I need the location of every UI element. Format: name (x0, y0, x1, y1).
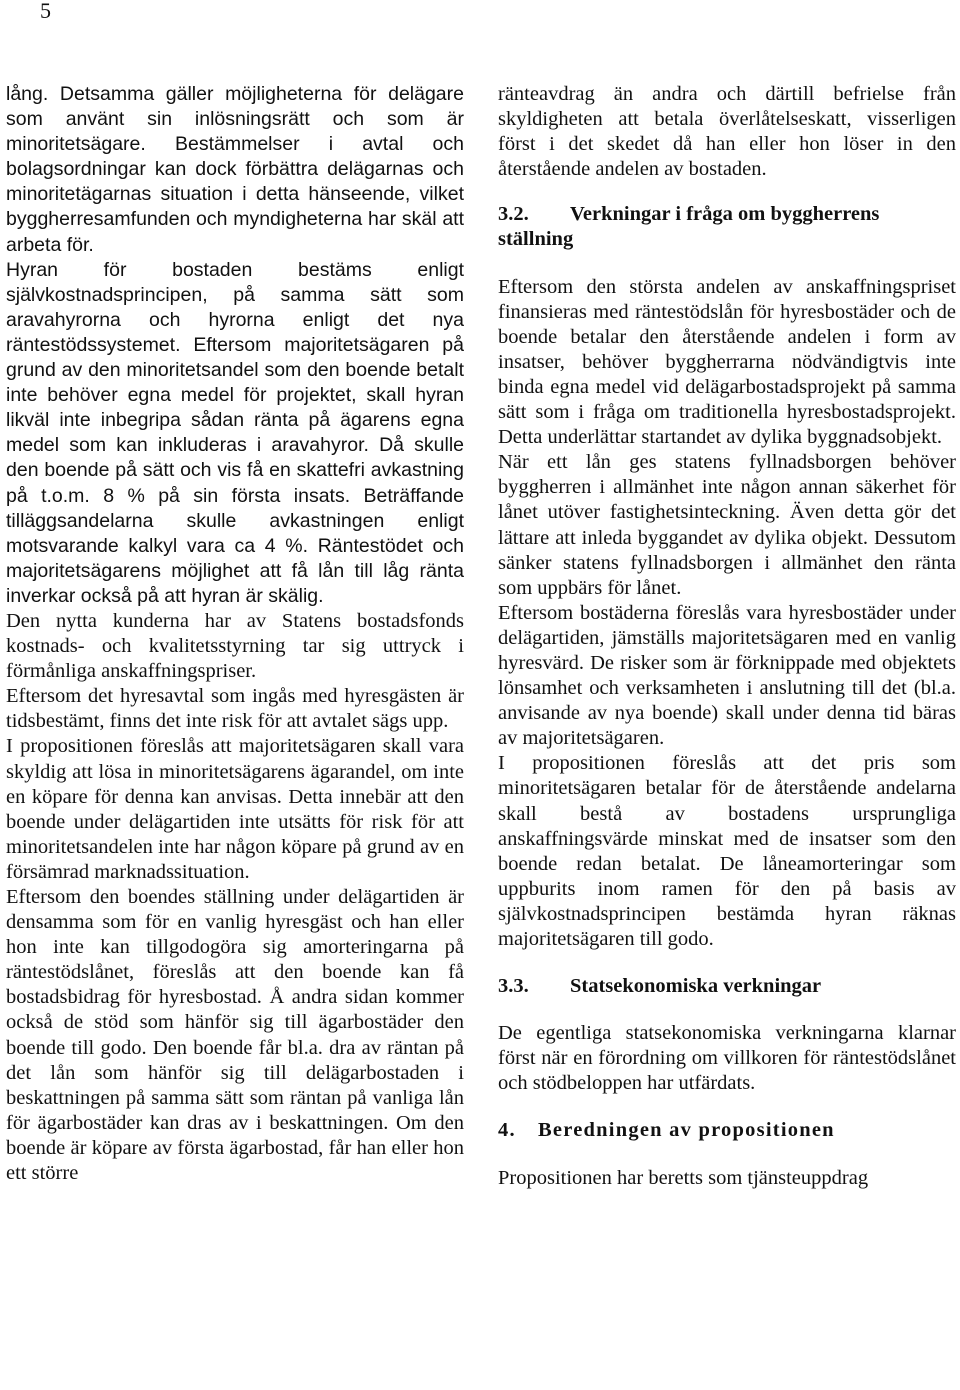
paragraph: Eftersom det hyresavtal som ingås med hyresgästen är tidsbestämt, finns det inte risk för att avtalet sägs upp. (6, 685, 464, 733)
paragraph: I propositionen föreslås att det pris som minoritetsägaren betalar för de återstående andelarna skall bestå av bostadens ursprungliga anskaffningsvärde minskat med de insatser som den boende redan betalat. De låneamorteringar som uppburits inom ramen för den på basis av självkostnadsprincipen bestämda hyran räknas majoritetsägaren till godo. (498, 752, 956, 950)
section-title: Statsekonomiska verkningar (570, 975, 822, 998)
right-column (498, 82, 956, 1191)
paragraph: Eftersom den boendes ställning under delägartiden är densamma som för en vanlig hyresgäst och han eller hon inte kan tillgodogöra sig amorteringarna på räntestödslånet, föreslås att den boende kan få bostadsbidrag för hyresbostad. Å andra sidan kommer också de stöd som hänför sig till ägarbostäder den boende till godo. Den boende får bl.a. dra av räntan på det lån som hänför sig till delägarbostaden i beskattningen på samma sätt som räntan på vanliga lån för ägarbostäder kan dras av i beskattningen. Om den boende är köpare av första ägarbostad, får han eller hon ett större (6, 886, 464, 1185)
page-number: 5 (40, 0, 51, 23)
paragraph: I propositionen föreslås att majoritetsägaren skall vara skyldig att lösa in minoritetsägarens ägarandel, om inte en köpare för denna kan anvisas. Detta innebär att den boende under delägartiden inte utsätts för risk för att minoritetsandelen inte har någon köpare på grund av en försämrad marknadssituation. (6, 735, 464, 883)
section-heading (498, 202, 956, 252)
section-title: Beredningen av propositionen (538, 1119, 835, 1142)
paragraph: lång. Detsamma gäller möjligheterna för delägare som använt sin inlösningsrätt och som är minoritetsägare. Bestämmelser i avtal och bolagsordningar kan dock förbättra delägarnas och minoritetägarnas situation i detta hänseende, vilket byggherresamfunden och myndigheterna har skäl att arbeta för. (6, 83, 464, 256)
paragraph: De egentliga statsekonomiska verkningarna klarnar först när en förordning om villkoren för räntestödslånet och stödbeloppen har utfärdats. (498, 1022, 956, 1095)
paragraph: Propositionen har beretts som tjänsteuppdrag (498, 1166, 869, 1189)
paragraph: Eftersom den största andelen av anskaffningspriset finansieras med räntestödslån för hyresbostäder och de boende betalar den återstående andelen i form av insatser, behöver byggherrarna nödvändigtvis inte binda egna medel vid delägarbostadsprojekt på samma sätt som i fråga om traditionella hyresbostadsprojekt. Detta underlättar startandet av dylika byggnadsobjekt. (498, 275, 956, 449)
section-title: Verkningar i fråga om byggherrens ställning (498, 203, 880, 251)
paragraph: ränteavdrag än andra och därtill befrielse från skyldigheten att betala överlåtelseskatt, visserligen först i det skedet då han eller hon löser in den återstående andelen av bostaden. (498, 83, 956, 181)
section-heading (498, 974, 956, 999)
paragraph: Den nytta kunderna har av Statens bostadsfonds kostnads- och kvalitetsstyrning tar sig uttryck i förmånliga anskaffningspriser. (6, 609, 464, 683)
section-heading (498, 1118, 956, 1143)
section-number: 3.2. (498, 203, 529, 226)
section-number: 4. (498, 1119, 516, 1142)
paragraph: Hyran för bostaden bestäms enligt självkostnadsprincipen, på samma sätt som aravahyrorna och hyrorna enligt det nya räntestödssystemet. Eftersom majoritetsägaren på grund av den minoritetsandel som den boende betalt inte behöver egna medel för projektet, skall hyran likväl inte inbegripa sådan ränta på ägarens egna medel som kan inkluderas i aravahyror. Då skulle den boende på sätt och vis få en skattefri avkastning på t.o.m. 8 % på sin första insats. Beträffande tilläggsandelarna skulle avkastningen enligt motsvarande kalkyl vara ca 4 %. Räntestödet och majoritetsägarens möjlighet att få lån till låg ränta inverkar också på att hyran är skälig. (6, 258, 464, 607)
section-number: 3.3. (498, 975, 529, 998)
paragraph: När ett lån ges statens fyllnadsborgen behöver byggherren i allmänhet inte någon annan säkerhet för lånet utöver fastighetsinteckning. Även detta gör det lättare att inleda byggandet av dylika objekt. Dessutom sänker statens fyllnadsborgen i allmänhet den ränta som uppbärs för lånet. (498, 451, 956, 599)
left-column (6, 82, 464, 1186)
paragraph: Eftersom bostäderna föreslås vara hyresbostäder under delägartiden, jämställs majoritetsägaren med en vanlig hyresvärd. De risker som är förknippade med objektets lönsamhet och verksamheten i anslutning till det (bl.a. anvisande av nya boende) skall under denna tid bäras av majoritetsägaren. (498, 601, 956, 750)
